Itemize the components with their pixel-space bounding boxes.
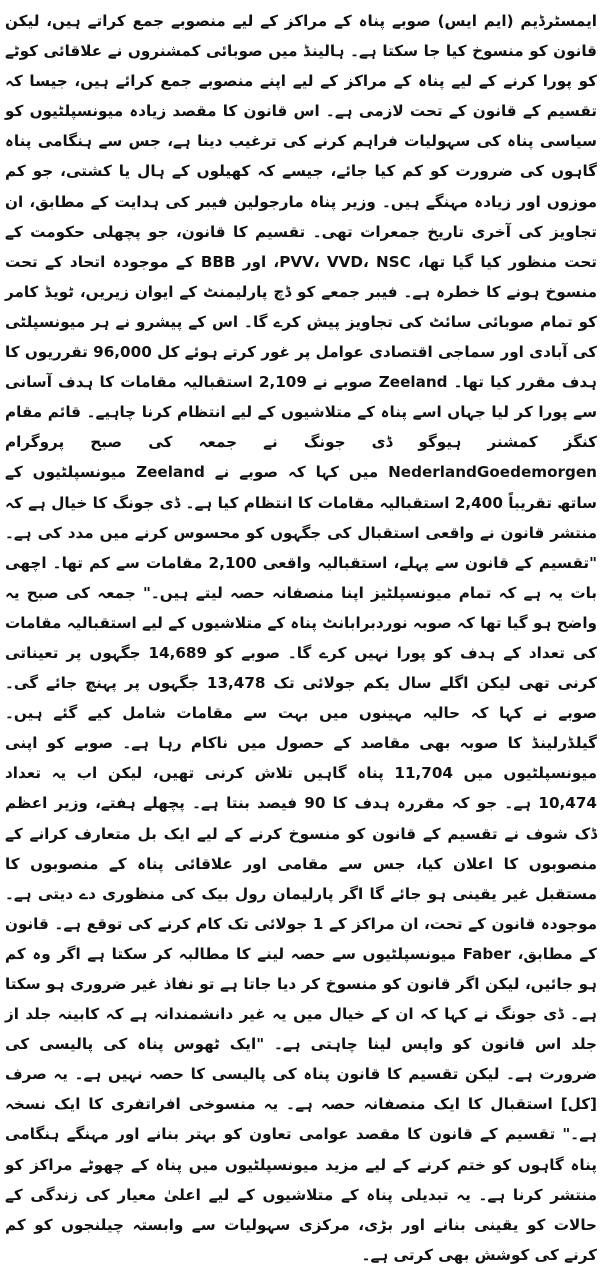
article-body: ایمسٹرڈیم (ایم ایس) صوبے پناہ کے مراکز کے لیے منصوبے جمع کراتے ہیں، لیکن قانون کو منسوخ کیا جا سکتا ہے۔ ہالینڈ میں صوبائی کمشنروں نے علاقائی کوٹے کو پورا کرنے کے لیے پناہ کے مراکز کے لیے اپنے منصوبے جمع کرائے ہیں، جیسا کہ تقسیم کے قانون کے تحت لازمی ہے۔ اس قانون کا مقصد زیادہ میونسپلٹیوں کو سیاسی پناہ کی سہولیات فراہم کرنے کی ترغیب دینا ہے، جس سے ہنگامی پناہ گاہوں کی ضرورت کو کم کیا جائے، جیسے کہ کھیلوں کے ہال یا کشتی، جو کم موزوں اور زیادہ مہنگے ہیں۔ وزیر پناہ مارجولین فیبر کی ہدایت کے مطابق، ان تجاویز کی آخری تاریخ جمعرات تھی۔ تقسیم کا قانون، جو پچھلی حکومت کے تحت منظور کیا گیا تھا، PVV، VVD، NSC، اور BBB کے موجودہ اتحاد کے تحت منسوخ ہونے کا خطرہ ہے۔ فیبر جمعے کو ڈچ پارلیمنٹ کے ایوان زیریں، ٹویڈ کامر کو تمام صوبائی سائٹ کی تجاویز پیش کرے گا۔ اس کے پیشرو نے ہر میونسپلٹی کی آبادی اور سماجی اقتصادی عوامل پر غور کرتے ہوئے کل 96,000 تقرریوں کا ہدف مقرر کیا تھا۔ Zeeland صوبے نے 2,109 استقبالیہ مقامات کا ہدف آسانی سے پورا کر لیا جہاں اسے پناہ کے متلاشیوں کے لیے انتظام کرنا چاہیے۔ قائم مقام کنگز کمشنر ہیوگو ڈی جونگ نے جمعہ کی صبح پروگرام NederlandGoedemorgen میں کہا کہ صوبے نے Zeeland میونسپلٹیوں کے ساتھ تقریباً 2,400 استقبالیہ مقامات کا انتظام کیا ہے۔ ڈی جونگ کا خیال ہے کہ منتشر قانون نے واقعی استقبال کی جگہوں کو محسوس کرنے میں مدد کی ہے۔ "تقسیم کے قانون سے پہلے، استقبالیہ واقعی 2,100 مقامات سے کم تھا۔ اچھی بات یہ ہے کہ تمام میونسپلٹیز اپنا منصفانہ حصہ لیتے ہیں۔" جمعہ کی صبح یہ واضح ہو گیا تھا کہ صوبہ نوردبرابانٹ پناہ کے متلاشیوں کے لیے استقبالیہ مقامات کی تعداد کے ہدف کو پورا نہیں کرے گا۔ صوبے کو 14,689 جگہوں پر تعیناتی کرنی تھی لیکن اگلے سال یکم جولائی تک 13,478 جگہوں پر پہنچ جائے گی۔ صوبے نے کہا کہ حالیہ مہینوں میں بہت سے مقامات شامل کیے گئے ہیں۔ گیلڈرلینڈ کا صوبہ بھی مقاصد کے حصول میں ناکام رہا ہے۔ صوبے کو اپنی میونسپلٹیوں میں 11,704 پناہ گاہیں تلاش کرنی تھیں، لیکن اب یہ تعداد 10,474 ہے۔ جو کہ مقررہ ہدف کا 90 فیصد بنتا ہے۔ پچھلے ہفتے، وزیر اعظم ڈک شوف نے تقسیم کے قانون کو منسوخ کرنے کے لیے ایک بل متعارف کرانے کے منصوبوں کا اعلان کیا، جس سے مقامی اور علاقائی پناہ کے منصوبوں کا مستقبل غیر یقینی ہو جائے گا اگر پارلیمان رول بیک کی منظوری دے دیتی ہے۔ موجودہ قانون کے تحت، ان مراکز کے 1 جولائی تک کام کرنے کی توقع ہے۔ قانون کے مطابق، Faber میونسپلٹیوں سے حصہ لینے کا مطالبہ کر سکتا ہے اگر وہ کم ہو جائیں، لیکن اگر قانون کو منسوخ کر دیا جاتا ہے تو نفاذ غیر ضروری ہو سکتا ہے۔ ڈی جونگ نے کہا کہ ان کے خیال میں یہ غیر دانشمندانہ ہے کہ کابینہ جلد از جلد اس قانون کو واپس لینا چاہتی ہے۔ "ایک ٹھوس پناہ کی پالیسی کی ضرورت ہے۔ لیکن تقسیم کا قانون پناہ کی پالیسی کا حصہ نہیں ہے۔ یہ صرف [کل] استقبال کا ایک منصفانہ حصہ ہے۔ یہ منسوخی افراتفری کا ایک نسخہ ہے۔" تقسیم کے قانون کا مقصد عوامی تعاون کو بہتر بنانے اور مہنگے ہنگامی پناہ گاہوں کو ختم کرنے کے لیے مزید میونسپلٹیوں میں پناہ کے چھوٹے مراکز کو منتشر کرنا ہے۔ یہ تبدیلی پناہ کے متلاشیوں کے لیے اعلیٰ معیار کی زندگی کے حالات کو یقینی بنانے اور بڑی، مرکزی سہولیات سے وابستہ چیلنجوں کو کم کرنے کی کوشش بھی کرتی ہے۔ [5,12,598,1264]
